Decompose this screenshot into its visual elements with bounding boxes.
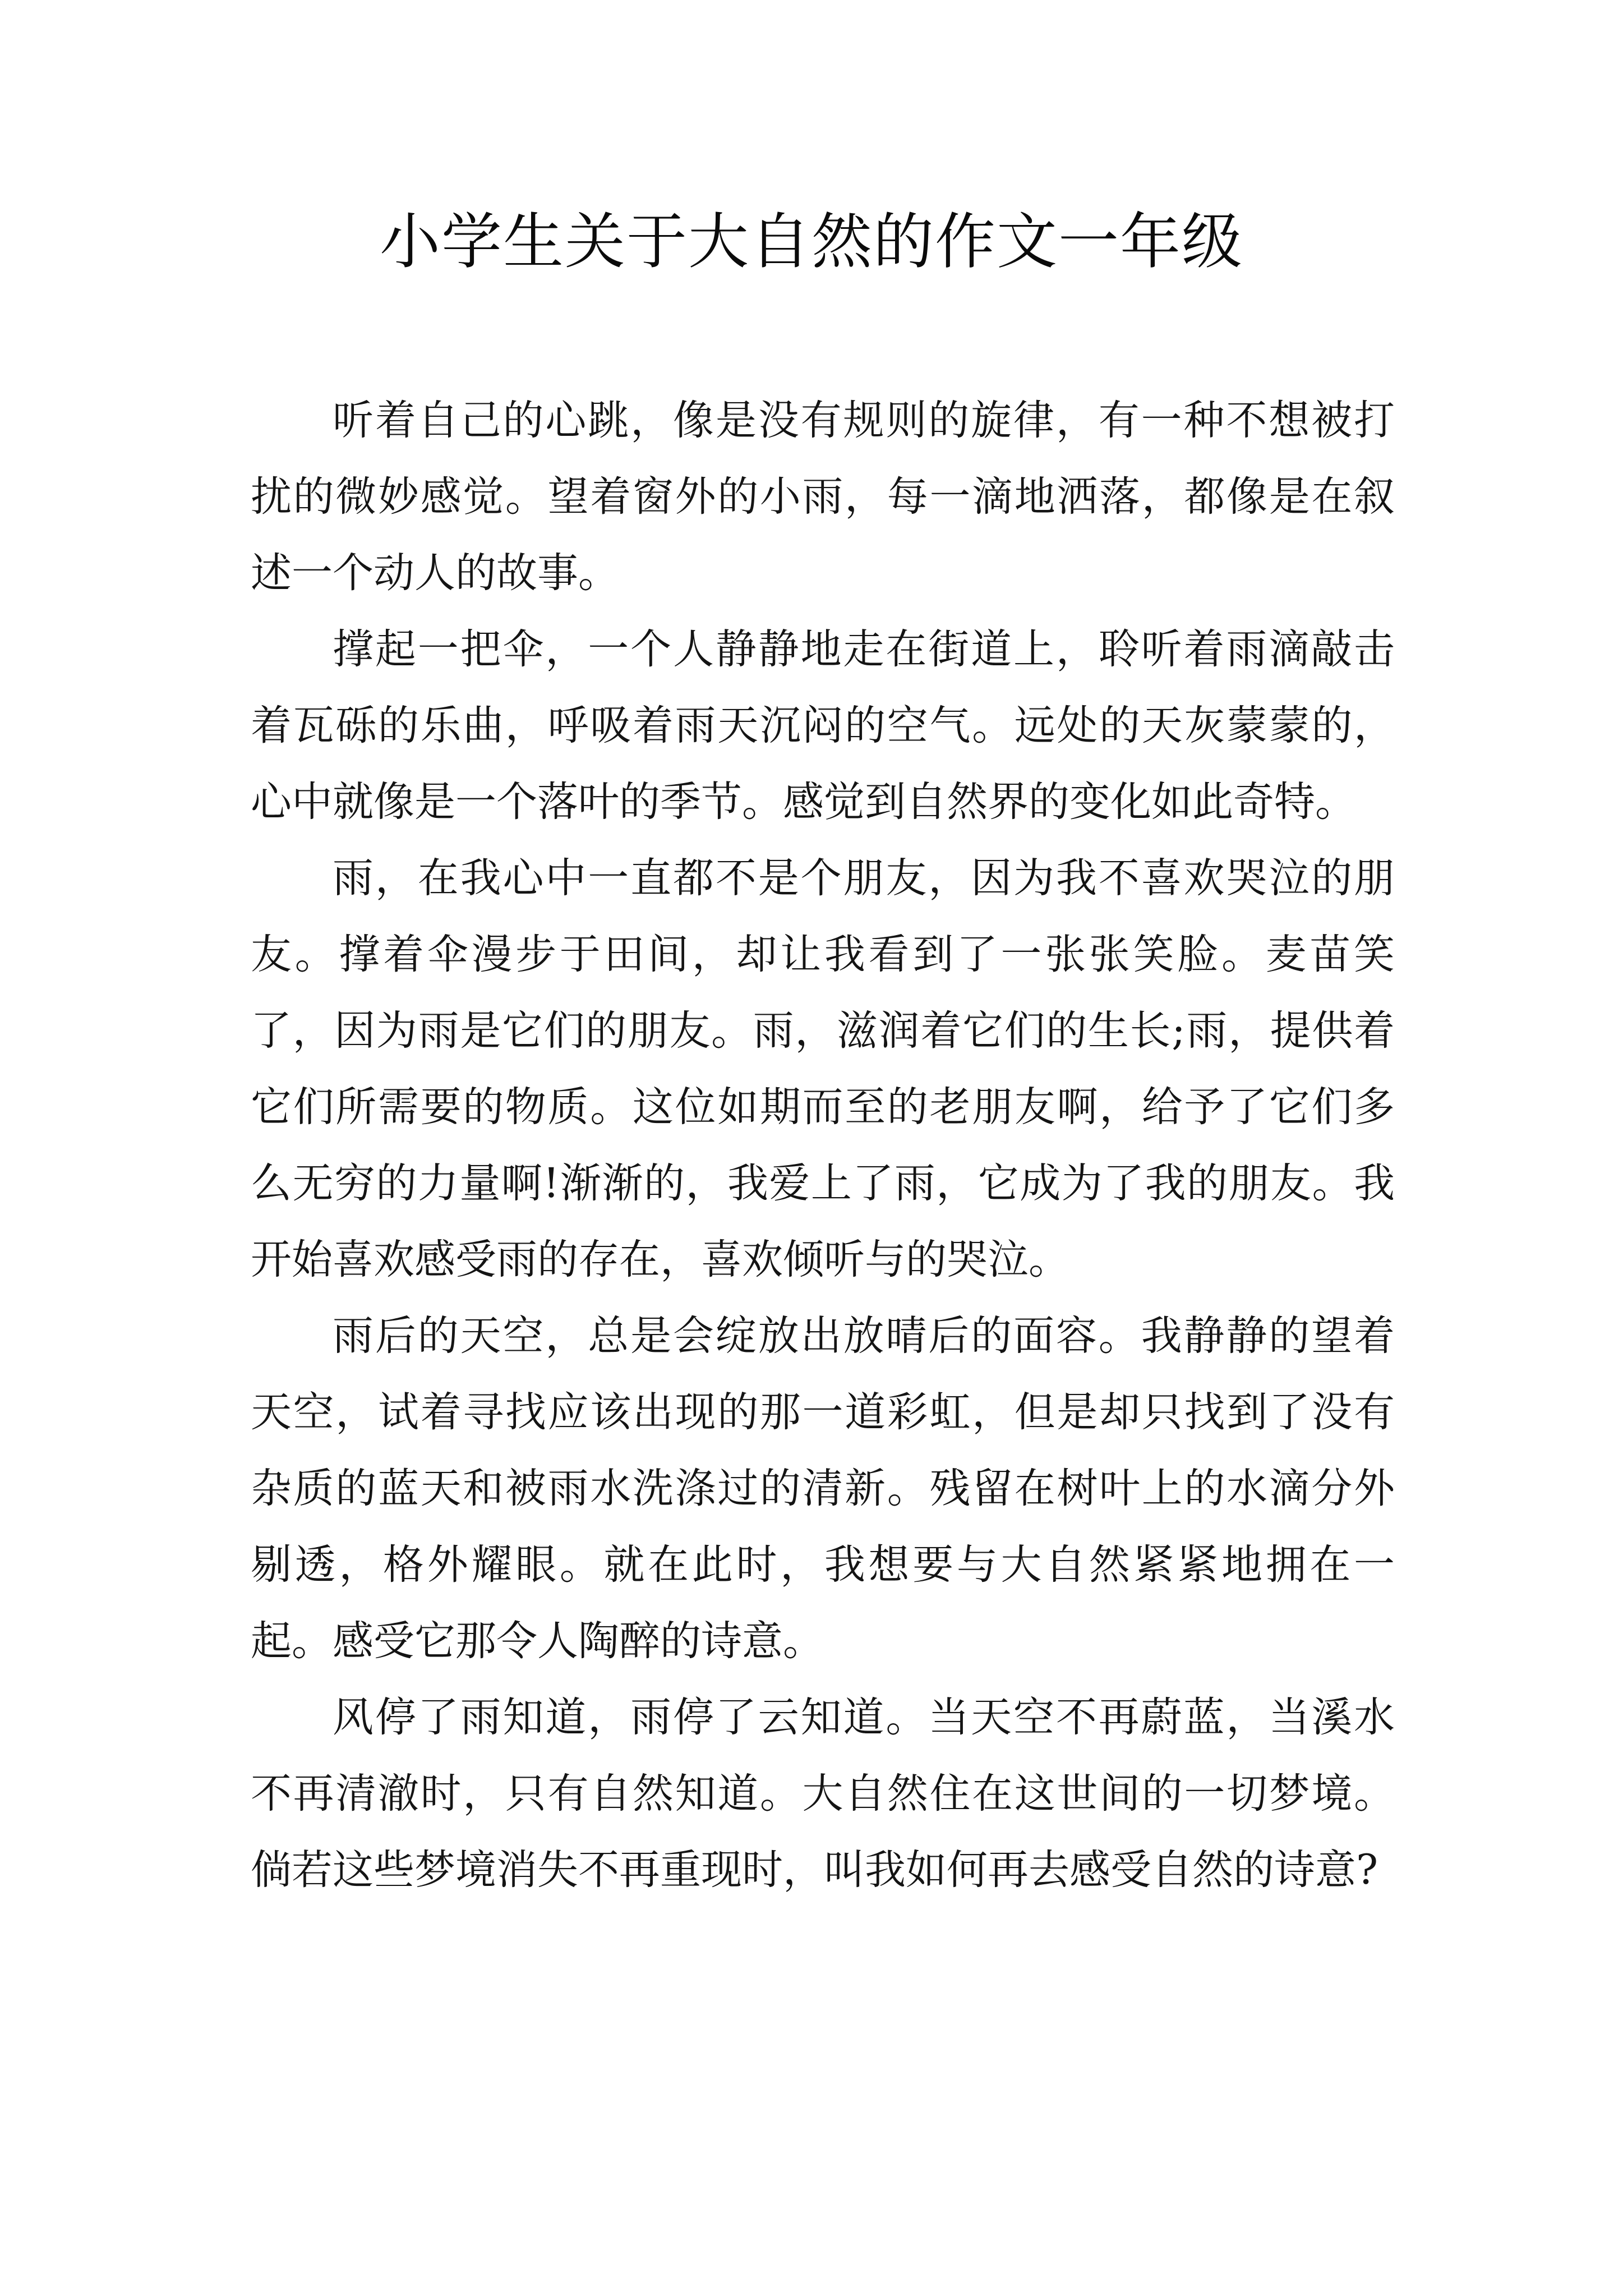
document-body: [251, 383, 1395, 1908]
paragraph-3: 雨，在我心中一直都不是个朋友，因为我不喜欢哭泣的朋友。撑着伞漫步于田间，却让我看到了一张张笑脸。麦苗笑了，因为雨是它们的朋友。雨，滋润着它们的生长;雨，提供着它们所需要的物质。这位如期而至的老朋友啊，给予了它们多么无穷的力量啊!渐渐的，我爱上了雨，它成为了我的朋友。我开始喜欢感受雨的存在，喜欢倾听与的哭泣。: [251, 854, 1395, 1283]
paragraph-2: 撑起一把伞，一个人静静地走在街道上，聆听着雨滴敲击着瓦砾的乐曲，呼吸着雨天沉闷的空气。远处的天灰蒙蒙的，心中就像是一个落叶的季节。感觉到自然界的变化如此奇特。: [251, 625, 1395, 826]
document-title: 小学生关于大自然的作文一年级: [379, 207, 1243, 277]
paragraph-5: 风停了雨知道，雨停了云知道。当天空不再蔚蓝，当溪水不再清澈时，只有自然知道。大自然住在这世间的一切梦境。倘若这些梦境消失不再重现时，叫我如何再去感受自然的诗意?: [251, 1694, 1395, 1894]
paragraph-4: 雨后的天空，总是会绽放出放晴后的面容。我静静的望着天空，试着寻找应该出现的那一道彩虹，但是却只找到了没有杂质的蓝天和被雨水洗涤过的清新。残留在树叶上的水滴分外剔透，格外耀眼。就在此时，我想要与大自然紧紧地拥在一起。感受它那令人陶醉的诗意。: [251, 1312, 1395, 1665]
paragraph-1: 听着自己的心跳，像是没有规则的旋律，有一种不想被打扰的微妙感觉。望着窗外的小雨，每一滴地洒落，都像是在叙述一个动人的故事。: [251, 397, 1395, 597]
